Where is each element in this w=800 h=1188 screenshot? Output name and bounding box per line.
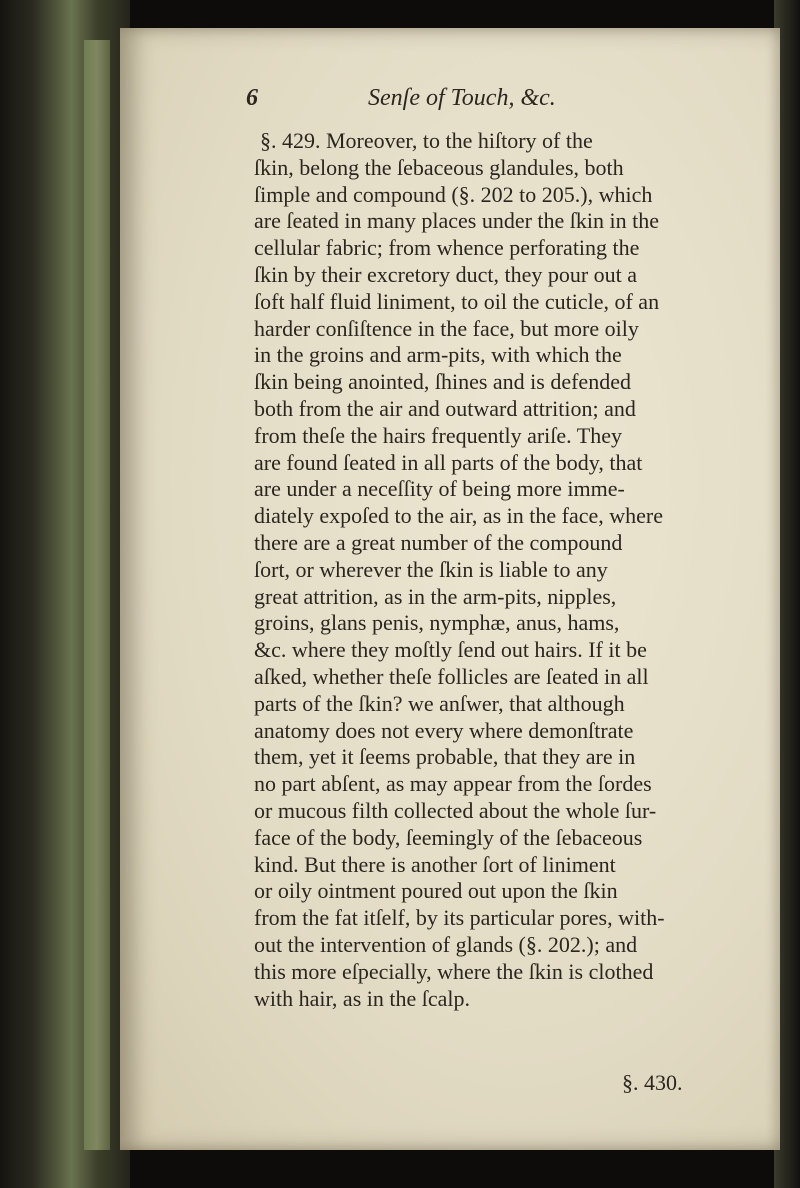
body-text: [254, 128, 794, 1012]
text-line: no part abſent, as may appear from the ſordes: [254, 771, 652, 797]
text-line: ſort, or wherever the ſkin is liable to any: [254, 556, 608, 582]
text-line: groins, glans penis, nymphæ, anus, hams,: [254, 610, 620, 636]
text-line: this more eſpecially, where the ſkin is clothed: [254, 958, 654, 984]
running-head: Senſe of Touch, &c.: [368, 85, 556, 111]
text-line: parts of the ſkin? we anſwer, that although: [254, 690, 625, 716]
text-line: cellular fabric; from whence perforating the: [254, 235, 640, 261]
text-line: face of the body, ſeemingly of the ſebaceous: [254, 824, 643, 850]
text-line: great attrition, as in the arm-pits, nipples,: [254, 583, 617, 609]
text-line: from the fat itſelf, by its particular pores, with-: [254, 905, 665, 931]
text-line: ſoft half fluid liniment, to oil the cuticle, of an: [254, 288, 660, 314]
text-line: in the groins and arm-pits, with which the: [254, 342, 622, 368]
text-line: ſimple and compound (§. 202 to 205.), which: [254, 181, 653, 207]
page-number: 6: [246, 85, 258, 111]
text-line: with hair, as in the ſcalp.: [254, 985, 471, 1011]
text-line: &c. where they moſtly ſend out hairs. If it be: [254, 637, 647, 663]
text-line: harder conſiſtence in the face, but more oily: [254, 315, 639, 341]
text-line: diately expoſed to the air, as in the face, where: [254, 503, 663, 529]
text-line: §. 429. Moreover, to the hiſtory of the: [260, 128, 593, 153]
text-line: are ſeated in many places under the ſkin in the: [254, 208, 660, 234]
page-header: [246, 85, 576, 117]
text-line: out the intervention of glands (§. 202.); and: [254, 931, 638, 957]
text-line: ſkin by their excretory duct, they pour out a: [254, 261, 638, 287]
catchword: §. 430.: [622, 1070, 683, 1095]
text-line: or mucous filth collected about the whole ſur-: [254, 797, 657, 823]
text-line: them, yet it ſeems probable, that they are in: [254, 744, 636, 770]
text-line: anatomy does not every where demonſtrate: [254, 717, 634, 743]
binding-spine-edge: [84, 40, 110, 1150]
text-line: both from the air and outward attrition; and: [254, 395, 636, 421]
text-line: there are a great number of the compound: [254, 529, 623, 555]
text-line: ſkin being anointed, ſhines and is defended: [254, 369, 631, 395]
text-line: kind. But there is another ſort of liniment: [254, 851, 616, 877]
text-line: are found ſeated in all parts of the body, that: [254, 449, 643, 475]
text-line: ſkin, belong the ſebaceous glandules, both: [254, 154, 624, 180]
text-line: aſked, whether theſe follicles are ſeated in all: [254, 663, 649, 689]
text-line: or oily ointment poured out upon the ſkin: [254, 878, 618, 904]
text-line: from theſe the hairs frequently ariſe. They: [254, 422, 622, 448]
book-binding: [0, 0, 130, 1188]
text-line: are under a neceſſity of being more imme-: [254, 476, 625, 502]
